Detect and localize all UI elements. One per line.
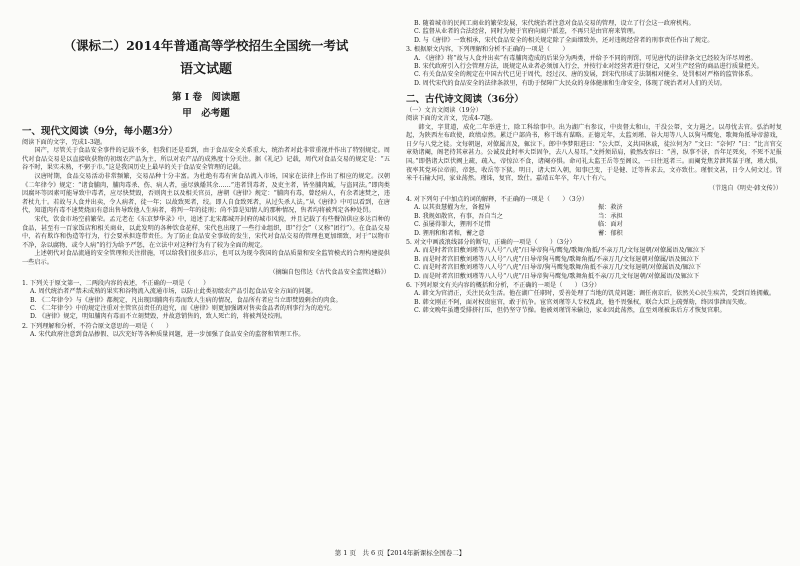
question-option: C. 韩文晚年虽遭受排挤打压，但仍坚守节操。他被刘瑾罚米输边，家业因此荡然，直至刘瑾被诛后方才恢复官职。 — [414, 307, 726, 315]
question-stem: 4. 对下列句子中加点的词的解释，不正确的一项是（ ）（3分） — [406, 196, 588, 204]
page-footer: 第 1 页 共 6 页【2014年新课标全国卷二】 — [334, 549, 466, 557]
part-heading: 甲 必考题 — [182, 108, 230, 119]
question-option: B. 我规如散官，有事，吾自当之 当：承担 — [414, 212, 623, 220]
subject-title: 语文试题 — [179, 62, 232, 77]
question-stem: 3. 根据原文内容，下列理解和分析不正确的一项是（ ） — [406, 46, 569, 54]
passage-source: （节选自《明史·韩文传》） — [708, 184, 782, 192]
question-option: A. 韩文为官清正，关注民众生活。他在湖广任职时，妥善处理了当地的饥荒问题；调任南京后，依然关心民生疾苦，受到百姓拥戴。 — [414, 290, 776, 298]
question-option: B. 而是时者宫旧敷刘瑾等八人号“八虎”/日导帝狗马鹰兔/歌舞角抵/不亲万几/文每退朝对僚属/语及辄泣下 — [414, 255, 700, 263]
subsection-heading: （一）文言文阅读（19分） — [406, 107, 482, 115]
passage-paragraph: 宋代，饮食市场空前繁荣。孟元老在《东京梦华录》中，追述了北宋都城开封府的城市风貌，并且记载了有些餐馆供应多达百种的食品，甚至有一百家饭店和相关商业，以此发明的各种饮食花样，宋代也出现了一些行业组织，即“行会”（又称“团行”）。在食品交易中，若有欺诈和伪造等行为，行会要承担连带责任。为了防止食品安全事故的发生，宋代对食品交易的管理也更加细致，对于“以物市不净，杂以腐物、或令人病”的行为给予严惩，在立法中对这种行为有了较为全面的规定。 — [22, 215, 390, 249]
right-column — [406, 20, 782, 316]
question-option: C. 有关食品安全的规定在中国古代已见于周代，经过汉、唐的发展，到宋代形成了法制相对健全、处罚相对严格的监管体系。 — [414, 71, 757, 79]
question-option: C. 《二年律令》中的规定注重对主管官员责任的追究，而《唐律》则更加强调对售卖食品者的刑事行为的追究。 — [30, 304, 336, 312]
question-option: C. 虽屡得罪大，狸刑不足惜 临：面对 — [414, 221, 623, 229]
question-option: D. 周代宋代的食品安全的法律条款里，有助于保障广大民众的身体健康和生命安全，体现了统治者对人们的关切。 — [414, 79, 726, 87]
question-option: A. 以其贵慧擢为左，备握异 振：救济 — [414, 204, 623, 212]
question-stem: 2. 下列理解和分析，不符合原文意思的一项是（ ） — [22, 322, 173, 330]
question-option: A. 周代统治者严禁未成熟的果实和谷物流入流通市场，以防止此类初级农产品引起食品安全方面的问题。 — [30, 288, 317, 296]
question-option: A. 《唐律》将“故与人食并出卖”有毒脯肉造成的后果分为两类，并给予不同的刑罚，可见唐代的法律条文已经较为详尽周密。 — [414, 54, 757, 62]
question-option: A. 宋代政府注意到食品掺假、以次充好等各种质量问题，进一步加强了食品安全的监督和管理工作。 — [30, 331, 305, 339]
question-stem: 6. 下列对原文有关内容的概括和分析，不正确的一项是（ ）（3分） — [406, 282, 601, 290]
passage-paragraph: 国产，尽管关于食品安全事件的记载不多，但我们还是看到，由于食品安全关系重大，统治者对此非常重视并作出了特别规定。周代对食品交易是以直接收获物的初级农产品为主，所以对农产品的成熟度十分关注。据《礼记》记载，周代对食品交易的规定是：“五谷不时，果实未熟，不粥于市。”这是我国历史上最早的关于食品安全管理的记载。 — [22, 147, 390, 172]
passage-paragraph: 汉唐时期，食品交易活动非常频繁，交易品种十分丰富。为杜绝有毒有害食品流入市场，国家在法律上作出了相应的规定。汉朝《二年律令》规定：“诸食脯肉，脯肉毒杀、伤、病人者，亟尽孰燔其余……”违者罚毒者，及吏主者，皆坐脯肉臧，与盗同法。”即肉类因腐坏等因素可能导致中毒者，应尽快焚毁，否则肉主以及相关官员，唐朝《唐律》规定：“脯肉有毒，曾经病人，有余者速焚之，违者杖九十。若故与人食并出卖，令人病者，徒一年；以故致死者，绞。即人自食致死者，从过失杀人法。”从《唐律》中可以看到，在唐代，知道肉有毒不速焚烧而有意出售导致他人生病者，将判一年的徒刑；尚不算是知情人的那种情况，售者均将被判定各种处罚。 — [22, 172, 390, 215]
section-heading: 一、现代文阅读（9分，每小题3分） — [22, 126, 178, 137]
question-option: B. 《二年律令》与《唐律》都规定，凡出现因脯肉有毒而致人生病的情况，食品所有者应当立即焚毁剩余的肉食。 — [30, 296, 342, 304]
passage-paragraph: 上述朝代对食品流通的安全管理和关注措施，可以给我们很多启示，也可以为现今我国的食品质量和安全监管模式的合理构建提供一些启示。 — [22, 250, 390, 266]
reading-instruction: 阅读下面的文言文，完成4-7题。 — [406, 115, 497, 123]
question-option: B. 韩文刚正不阿，面对权贵宦官，敢于抗争。宦官刘瑾等人专权乱政，他不畏强权，联合大臣上疏弹劾，终因事泄而失败。 — [414, 298, 751, 306]
question-option: D. 狸刑和和者和，蓄之意 蓄：郁积 — [414, 229, 623, 237]
question-option: D. 《唐律》规定，明知脯肉有毒而不立刻焚毁，并故意销售的，致人死亡的，将被判处绞刑。 — [30, 313, 287, 321]
question-option: D. 而是时者宫旧敷刘瑾等八人号“八虎”/日导帝狗马鹰兔/歌舞角抵不亲/万几文每退朝/对僚属语/及辄泣下 — [414, 272, 700, 280]
question-option: B. 随着城市的民间工商业的繁荣发展，宋代统治者注意对食品交易的管理，设立了行会这一政府机构。 — [414, 20, 695, 27]
left-column — [22, 20, 390, 340]
question-option: A. 而是时者宫旧敷刘瑾等八人号“八虎”/日导帝狗马/鹰兔/歌舞/角抵/不亲万几/文每退朝/对僚属语及/辄泣下 — [414, 247, 706, 255]
question-stem: 5. 对文中画波浪线部分的断句，正确的一项是（ ）（3分） — [406, 239, 576, 247]
question-option: D. 与《唐律》一致相承，宋代食品安全的相关规定除了全面细致外，还对违规经营者的刑事责任作出了规定。 — [414, 36, 714, 44]
question-option: B. 宋代政府引入行会管理方法，既规定从业者必须加入行会，并按行业对经营者进行登记，又对生产经营的商品进行质量把关。 — [414, 63, 763, 71]
question-option: C. 监督从业者的合法经营，同时为便于官府向商户派差，不再只是由官府来管理。 — [414, 28, 640, 36]
classical-passage: 韩文，字贯道，成化二年举进士，除工科给事中。出为湖广右参议，中贵督太和山，干没公帑，文力遏之。以母忧去官。弘治时复起，为陕西左布政使，政绩卓然。累迁户部尚书，称干练有谋略。正德元年，太监刘瑾、谷大用等八人以狗马鹰兔、歌舞角抵导帝游戏，日夕与八党之徒。文每朝退，对僚属言及，辄泣下。郎中李梦阳进曰：“公大臣，义共国休戚，徒泣何为？”文曰：“奈何？”曰：“比言官交章劾诸阉，阁老持其章甚力。公诚及此时率大臣固争，去八人易耳。”文捋须昂肩，毅然改容曰：“善，纵事不济，吾年足死矣，不死不足报国。”即偕诸大臣伏阙上疏，疏入，帝惊泣不食，诸阉亦惧。命司礼太监王岳等至阁议，一日往返者三。而阉党焦芳泄其谋于瑾，瑾大惧，夜率其党环泣帝前，帝怒，收岳等下狱。明日，诸大臣入朝，知事已变，于是健、迁等皆求去，文亦致仕。瑾恨文甚，日令人伺文过。罚米千石输大同，家业荡然。瑾诛，复官，致仕。嘉靖五年卒，年八十有六。 — [406, 123, 782, 183]
volume-heading: 第 Ⅰ 卷 阅读题 — [171, 92, 241, 103]
section-heading: 二、古代诗文阅读（36分） — [406, 94, 524, 106]
question-option: C. 而是时者宫旧敷刘瑾等八人号“八虎”/日导帝/狗马鹰兔歌舞/角抵不亲万几/文每退朝/对僚属语及/辄泣下 — [414, 264, 702, 272]
passage-source: （摘编自包伟达《古代食品安全监管述略》） — [269, 268, 390, 276]
question-stem: 1. 下列关于原文第一、二两段内容的表述，不正确的一项是（ ） — [22, 279, 210, 287]
reading-instruction: 阅读下面的文字，完成1-3题。 — [22, 139, 107, 146]
exam-title: （课标二）2014年普通高等学校招生全国统一考试 — [63, 38, 349, 53]
